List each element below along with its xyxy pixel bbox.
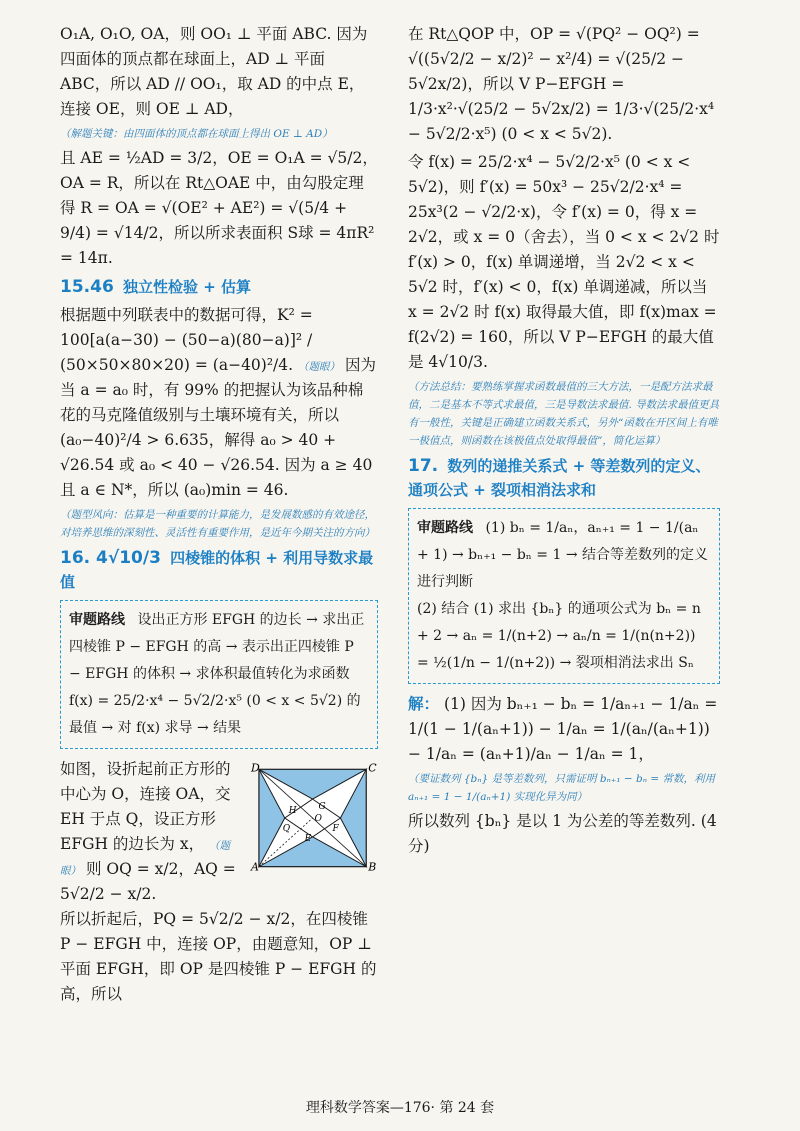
label-a: A [250, 860, 259, 871]
q16-analysis-box [60, 600, 378, 749]
q15-note-trend: （题型风向：估算是一种重要的计算能力，是发展数感的有效途径，对培养思维的深刻性、灵活性有重要作用，是近年今期关注的方向） [60, 509, 375, 539]
q15-note-key: （题眼） [298, 361, 340, 373]
q17-box-tag: 审题路线 [417, 520, 473, 536]
q16-fig-note: （题眼） [60, 840, 231, 877]
label-b: B [368, 860, 377, 871]
label-f: F [332, 823, 339, 834]
q17-solution-text: (1) 因为 bₙ₊₁ − bₙ = 1/aₙ₊₁ − 1/aₙ = 1/(1 − 1/(aₙ+1)) − 1/aₙ = 1/(aₙ/(aₙ+1)) − 1/aₙ = (aₙ+1)/aₙ − 1/aₙ = 1， [408, 695, 718, 763]
q17-topic: 数列的递推关系式 + 等差数列的定义、通项公式 + 裂项相消法求和 [408, 457, 711, 499]
right-column [408, 22, 720, 862]
label-g: G [318, 802, 326, 813]
q17-solution [408, 692, 720, 767]
intro-text-2: 且 AE = ½AD = 3/2，OE = O₁A = √5/2，OA = R，所以在 Rt△OAE 中，由勾股定理得 R = OA = √(OE² + AE²) = √(5/4 + 9/4) = √14/2，所以所求表面积 S球 = 4πR² = 14π. [60, 149, 378, 267]
label-d: D [250, 761, 260, 775]
q17-analysis-box [408, 508, 720, 684]
q16-figure-text [60, 757, 245, 907]
q15-body-text: 根据题中列联表中的数据可得，K² = 100[a(a−30) − (50−a)(80−a)]² / (50×50×80×20) = (a−40)²/4. [60, 306, 313, 374]
q16-fig-text-2: 则 OQ = x/2，AQ = 5√2/2 − x/2. [60, 860, 236, 903]
q17-box-text-1: (1) bₙ = 1/aₙ，aₙ₊₁ = 1 − 1/(aₙ + 1) → bₙ₊₁ − bₙ = 1 → 结合等差数列的定义进行判断 [417, 520, 709, 590]
q17-heading [408, 454, 720, 502]
intro-note: （解题关键：由四面体的顶点都在球面上得出 OE ⊥ AD） [60, 128, 333, 140]
q16-number: 16. 4√10/3 [60, 548, 161, 568]
label-q: Q [282, 823, 290, 834]
q15-number: 15.46 [60, 277, 114, 297]
q16-cont-text-2: 令 f(x) = 25/2·x⁴ − 5√2/2·x⁵ (0 < x < 5√2)，则 f′(x) = 50x³ − 25√2/2·x⁴ = 25x³(2 − √2/2·x)，令 f′(x) = 0，得 x = 2√2，或 x = 0（舍去），当 0 < x < 2√2 时 f′(x) > 0，f(x) 单调递增，当 2√2 < x < 5√2 时，f′(x) < 0，f(x) 单调递减，所以当 x = 2√2 时 f(x) 取得最大值，即 f(x)max = f(2√2) = 160，所以 V P−EFGH 的最大值是 4√10/3. [408, 153, 720, 371]
left-column [60, 22, 378, 1010]
square-fold-figure [249, 761, 378, 871]
q16-topic: 四棱锥的体积 + 利用导数求最值 [60, 549, 374, 591]
q17-solution-label: 解： [408, 695, 440, 713]
q16-box-tag: 审题路线 [69, 612, 125, 628]
q16-fig-text-1: 如图，设折起前正方形的中心为 O，连接 OA，交 EH 于点 Q，设正方形 EFGH 的边长为 x， [60, 760, 231, 853]
page-footer: 理科数学答案—176· 第 24 套 [305, 1100, 495, 1116]
label-e: E [304, 833, 312, 844]
q17-box-text-2: (2) 结合 (1) 求出 {bₙ} 的通项公式为 bₙ = n + 2 → aₙ = 1/(n+2) → aₙ/n = 1/(n(n+2)) = ½(1/n − 1/(n+2)) → 裂项相消法求出 Sₙ [417, 601, 701, 671]
q17-number: 17. [408, 456, 439, 476]
q16-after-text: 所以折起后，PQ = 5√2/2 − x/2，在四棱锥 P − EFGH 中，连接 OP，由题意知，OP ⊥ 平面 EFGH，即 OP 是四棱锥 P − EFGH 的高，所以 [60, 910, 377, 1003]
q15-topic: 独立性检验 + 估算 [123, 278, 252, 296]
q17-solution-note: （要证数列 {bₙ} 是等差数列，只需证明 bₙ₊₁ − bₙ = 常数，利用 aₙ₊₁ = 1 − 1/(aₙ+1) 实现化异为同） [408, 773, 716, 803]
q16-cont-text-1: 在 Rt△QOP 中，OP = √(PQ² − OQ²) = √((5√2/2 − x/2)² − x²/4) = √(25/2 − 5√2x/2)，所以 V P−EFGH = 1/3·x²·√(25/2 − 5√2x/2) = 1/3·√(25/2·x⁴ − 5√2/2·x⁵) (0 < x < 5√2). [408, 25, 715, 143]
q15-body-text-2: 因为当 a = a₀ 时，有 99% 的把握认为该品种棉花的马克隆值级别与土壤环境有关，所以 (a₀−40)²/4 > 6.635，解得 a₀ > 40 + √26.54 或 a₀ < 40 − √26.54. 因为 a ≥ 40 且 a ∈ N*，所以 (a₀)min = 46. [60, 356, 376, 499]
q16-figure-row [60, 757, 378, 907]
q15-heading [60, 275, 378, 299]
q16-box-text: 设出正方形 EFGH 的边长 → 求出正四棱锥 P − EFGH 的高 → 表示出正四棱锥 P − EFGH 的体积 → 求体积最值转化为求函数 f(x) = 25/2·x⁴ − 5√2/2·x⁵ (0 < x < 5√2) 的最值 → 对 f(x) 求导 → 结果 [69, 612, 365, 736]
q16-method-note: （方法总结：要熟练掌握求函数最值的三大方法，一是配方法求最值，二是基本不等式求最值，三是导数法求最值. 导数法求最值更具有一般性，关键是正确建立函数关系式，另外“函数在开区间上有唯一极值点，则函数在该极值点处取得最值”，简化运算） [408, 381, 720, 447]
q15-body [60, 303, 378, 503]
q17-conclusion: 所以数列 {bₙ} 是以 1 为公差的等差数列. (4分) [408, 812, 717, 855]
label-o: O [314, 813, 322, 824]
label-c: C [368, 761, 377, 775]
q16-heading [60, 546, 378, 594]
intro-text-1: O₁A, O₁O, OA，则 OO₁ ⊥ 平面 ABC. 因为四面体的顶点都在球面上，AD ⊥ 平面 ABC，所以 AD // OO₁，取 AD 的中点 E，连接 OE，则 OE ⊥ AD， [60, 25, 368, 118]
label-h: H [288, 806, 297, 817]
